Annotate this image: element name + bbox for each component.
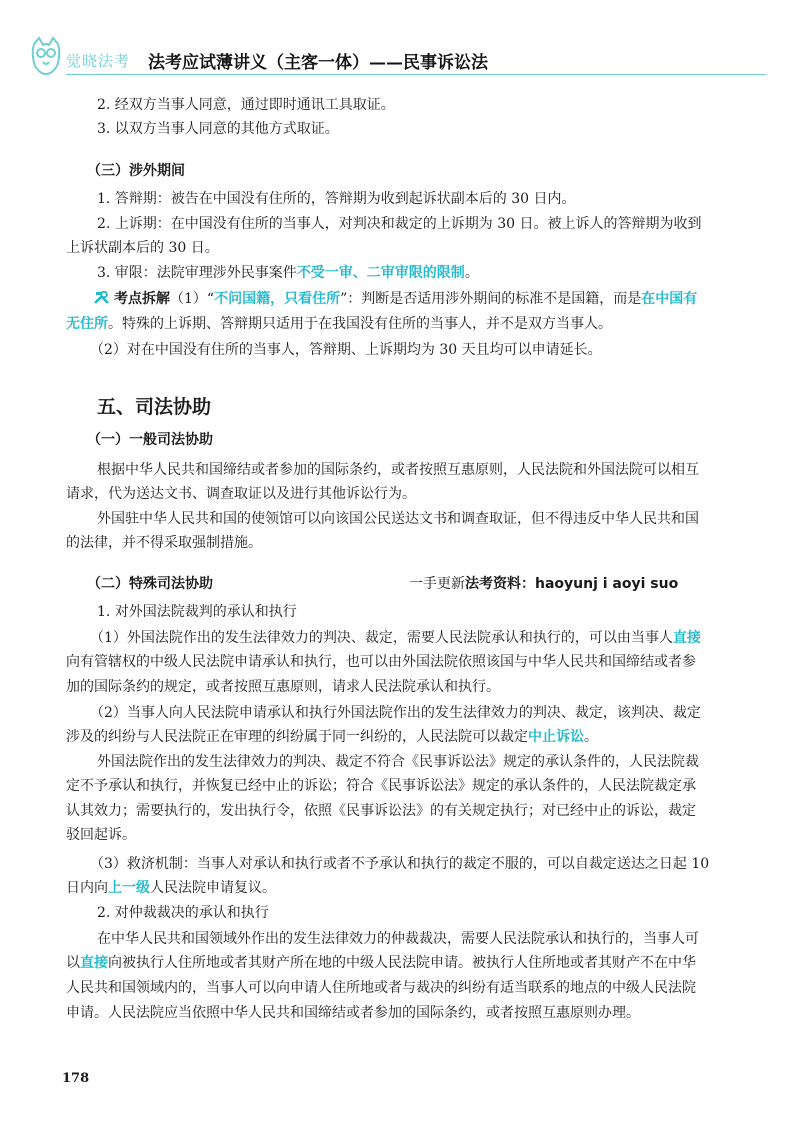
paragraph: 2. 对仲裁裁决的承认和执行 xyxy=(97,905,269,921)
tools-icon xyxy=(93,291,110,305)
paragraph: 加的国际条约的规定，或者按照互惠原则，请求人民法院承认和执行。 xyxy=(66,679,500,695)
page-number: 178 xyxy=(62,1071,90,1086)
highlight: 直接 xyxy=(672,630,701,646)
paragraph: 外国驻中华人民共和国的使领馆可以向该国公民送达文书和调查取证，但不得违反中华人民共和国 xyxy=(97,511,699,527)
watermark-text: 一手更新法考资料：haoyunj i aoyi suo xyxy=(409,576,679,592)
highlight: 上一级 xyxy=(108,880,150,896)
paragraph: 1. 答辩期：被告在中国没有住所的，答辩期为收到起诉状副本后的 30 日内。 xyxy=(97,191,576,207)
highlight: 直接 xyxy=(80,955,108,971)
paragraph: 无住所。特殊的上诉期、答辩期只适用于在我国没有住所的当事人，并不是双方当事人。 xyxy=(66,316,612,332)
page-header xyxy=(0,0,800,80)
paragraph: （1）外国法院作出的发生法律效力的判决、裁定，需要人民法院承认和执行的，可以由当事人直接 xyxy=(90,630,701,646)
paragraph: 驳回起诉。 xyxy=(66,827,136,843)
subheading-period: （三）涉外期间 xyxy=(87,163,185,179)
key-point-label: 考点拆解 xyxy=(114,291,170,307)
paragraph: （2）当事人向人民法院申请承认和执行外国法院作出的发生法律效力的判决、裁定，该判决、裁定 xyxy=(90,705,701,721)
brand-name: 觉晓法考 xyxy=(66,52,131,70)
header-title: 法考应试薄讲义（主客一体）——民事诉讼法 xyxy=(148,53,488,73)
paragraph: 外国法院作出的发生法律效力的判决、裁定不符合《民事诉讼法》规定的承认条件的，人民法院裁 xyxy=(97,754,699,770)
paragraph: 的法律，并不得采取强制措施。 xyxy=(66,535,262,551)
owl-logo-icon xyxy=(30,36,62,76)
paragraph: 向有管辖权的中级人民法院申请承认和执行，也可以由外国法院依照该国与中华人民共和国缔结或者参 xyxy=(66,654,696,670)
header-divider xyxy=(66,74,766,75)
paragraph: 涉及的纠纷与人民法院正在审理的纠纷属于同一纠纷的，人民法院可以裁定中止诉讼。 xyxy=(66,729,598,745)
highlight: 无住所 xyxy=(66,316,108,332)
paragraph: 日内向上一级人民法院申请复议。 xyxy=(66,880,276,896)
paragraph: 请求，代为送达文书、调查取证以及进行其他诉讼行为。 xyxy=(66,486,416,502)
subheading-general: （一）一般司法协助 xyxy=(87,432,213,448)
paragraph: （3）救济机制：当事人对承认和执行或者不予承认和执行的裁定不服的，可以自裁定送达之日起 10 xyxy=(90,856,710,872)
paragraph: 在中华人民共和国领域外作出的发生法律效力的仲裁裁决，需要人民法院承认和执行的，当事人可 xyxy=(97,931,699,947)
paragraph: 上诉状副本后的 30 日。 xyxy=(66,240,219,256)
highlight: 在中国有 xyxy=(641,291,698,307)
paragraph: 2. 经双方当事人同意，通过即时通讯工具取证。 xyxy=(97,97,395,113)
key-point: 考点拆解（1）“不问国籍，只看住所”：判断是否适用涉外期间的标准不是国籍，而是在中国有 xyxy=(93,289,697,309)
paragraph: 根据中华人民共和国缔结或者参加的国际条约，或者按照互惠原则，人民法院和外国法院可以相互 xyxy=(97,462,699,478)
section-heading: 五、司法协助 xyxy=(97,396,212,418)
paragraph: 申请。人民法院应当依照中华人民共和国缔结或者参加的国际条约，或者按照互惠原则办理。 xyxy=(66,1005,640,1021)
paragraph: 1. 对外国法院裁判的承认和执行 xyxy=(97,604,297,620)
highlight: 不受一审、二审审限的限制 xyxy=(296,265,465,281)
paragraph: 以直接向被执行人住所地或者其财产所在地的中级人民法院申请。被执行人住所地或者其财产不在中华 xyxy=(66,955,696,971)
paragraph: 3. 审限：法院审理涉外民事案件不受一审、二审审限的限制。 xyxy=(97,265,479,281)
paragraph: 人民共和国领域内的，当事人可以向申请人住所地或者与裁决的纠纷有适当联系的地点的中级人民法院 xyxy=(66,980,696,996)
highlight: 不问国籍，只看住所 xyxy=(214,291,341,307)
paragraph: 3. 以双方当事人同意的其他方式取证。 xyxy=(97,121,339,137)
paragraph: （2）对在中国没有住所的当事人，答辩期、上诉期均为 30 天且均可以申请延长。 xyxy=(90,342,602,358)
subheading-special: （二）特殊司法协助 xyxy=(87,576,213,592)
paragraph: 定不予承认和执行，并恢复已经中止的诉讼；符合《民事诉讼法》规定的承认条件的，人民法院裁定承 xyxy=(66,778,696,794)
paragraph: 2. 上诉期：在中国没有住所的当事人，对判决和裁定的上诉期为 30 日。被上诉人的答辩期为收到 xyxy=(97,216,702,232)
highlight: 中止诉讼 xyxy=(528,729,584,745)
paragraph: 认其效力；需要执行的，发出执行令，依照《民事诉讼法》的有关规定执行；对已经中止的诉讼，裁定 xyxy=(66,803,696,819)
